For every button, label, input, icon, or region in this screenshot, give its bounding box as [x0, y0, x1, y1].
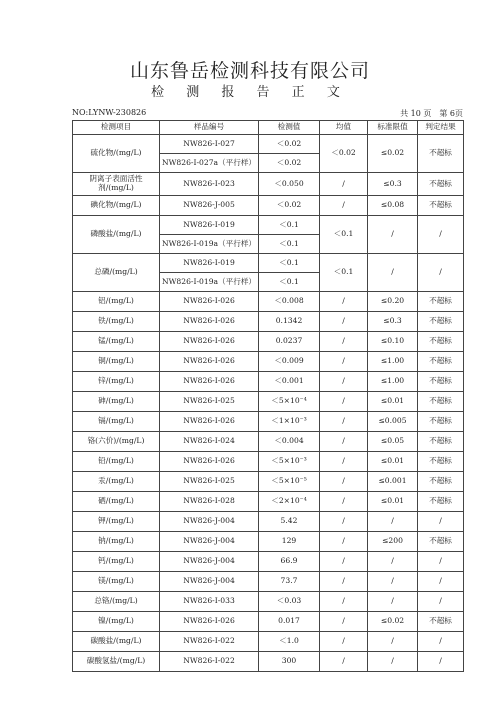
mean-cell: / — [320, 572, 368, 592]
sample-id-cell: NW826-I-019a（平行样） — [160, 273, 259, 292]
test-value-cell: 129 — [259, 532, 320, 552]
test-item-cell: 总铬/(mg/L) — [73, 592, 160, 612]
result-cell: 不超标 — [418, 472, 464, 492]
result-cell: / — [418, 216, 464, 254]
mean-cell: / — [320, 292, 368, 312]
sample-id-cell: NW826-I-023 — [160, 173, 259, 196]
result-cell: 不超标 — [418, 332, 464, 352]
mean-cell: / — [320, 452, 368, 472]
test-item-cell: 钙/(mg/L) — [73, 552, 160, 572]
table-row — [73, 392, 464, 412]
sample-id-cell: NW826-I-026 — [160, 332, 259, 352]
sample-id-cell: NW826-I-019 — [160, 216, 259, 235]
limit-cell: ≤0.20 — [368, 292, 418, 312]
mean-cell: ＜0.02 — [320, 135, 368, 173]
table-row — [73, 592, 464, 612]
mean-cell: / — [320, 432, 368, 452]
table-row — [73, 312, 464, 332]
total-pages: 共 10 页 — [400, 109, 432, 118]
limit-cell: ≤1.00 — [368, 372, 418, 392]
limit-cell: ≤0.02 — [368, 135, 418, 173]
table-row — [73, 135, 464, 154]
sample-id-cell: NW826-I-025 — [160, 392, 259, 412]
mean-cell: / — [320, 352, 368, 372]
result-cell: / — [418, 552, 464, 572]
test-value-cell: ＜0.1 — [259, 235, 320, 254]
test-value-cell: ＜0.1 — [259, 273, 320, 292]
sample-id-cell: NW826-I-022 — [160, 652, 259, 672]
test-value-cell: 0.1342 — [259, 312, 320, 332]
test-value-cell: ＜1×10⁻³ — [259, 412, 320, 432]
limit-cell: ≤0.08 — [368, 196, 418, 216]
test-item-cell: 铜/(mg/L) — [73, 352, 160, 372]
test-item-cell: 总磷/(mg/L) — [73, 254, 160, 292]
column-header: 检测项目 — [73, 121, 160, 135]
test-item-cell: 铁/(mg/L) — [73, 312, 160, 332]
limit-cell: ≤0.01 — [368, 452, 418, 472]
report-number: NO:LYNW-230826 — [72, 108, 147, 117]
mean-cell: / — [320, 532, 368, 552]
test-value-cell: 5.42 — [259, 512, 320, 532]
sample-id-cell: NW826-I-033 — [160, 592, 259, 612]
limit-cell: / — [368, 216, 418, 254]
result-cell: / — [418, 254, 464, 292]
test-value-cell: ＜0.001 — [259, 372, 320, 392]
current-page: 第 6页 — [439, 109, 463, 118]
mean-cell: ＜0.1 — [320, 216, 368, 254]
column-header: 检测值 — [259, 121, 320, 135]
result-cell: 不超标 — [418, 532, 464, 552]
test-value-cell: ＜0.1 — [259, 254, 320, 273]
result-cell: / — [418, 652, 464, 672]
mean-cell: / — [320, 592, 368, 612]
mean-cell: / — [320, 552, 368, 572]
table-row — [73, 572, 464, 592]
test-value-cell: ＜5×10⁻³ — [259, 452, 320, 472]
limit-cell: ≤0.001 — [368, 472, 418, 492]
mean-cell: / — [320, 652, 368, 672]
result-cell: / — [418, 592, 464, 612]
table-row — [73, 632, 464, 652]
result-cell: 不超标 — [418, 173, 464, 196]
sample-id-cell: NW826-I-022 — [160, 632, 259, 652]
result-cell: 不超标 — [418, 452, 464, 472]
test-value-cell: ＜0.009 — [259, 352, 320, 372]
limit-cell: ≤0.01 — [368, 392, 418, 412]
sample-id-cell: NW826-I-019 — [160, 254, 259, 273]
sample-id-cell: NW826-I-027a（平行样） — [160, 154, 259, 173]
mean-cell: / — [320, 196, 368, 216]
mean-cell: / — [320, 472, 368, 492]
mean-cell: / — [320, 173, 368, 196]
test-item-cell: 硒/(mg/L) — [73, 492, 160, 512]
test-value-cell: ＜2×10⁻⁴ — [259, 492, 320, 512]
mean-cell: / — [320, 492, 368, 512]
sample-id-cell: NW826-I-026 — [160, 292, 259, 312]
sample-id-cell: NW826-I-027 — [160, 135, 259, 154]
test-item-cell: 钠/(mg/L) — [73, 532, 160, 552]
sample-id-cell: NW826-I-025 — [160, 472, 259, 492]
test-item-cell: 铝/(mg/L) — [73, 292, 160, 312]
column-header: 样品编号 — [160, 121, 259, 135]
limit-cell: / — [368, 592, 418, 612]
test-value-cell: 73.7 — [259, 572, 320, 592]
test-item-cell: 磷酸盐/(mg/L) — [73, 216, 160, 254]
result-cell: / — [418, 632, 464, 652]
test-item-cell: 镉/(mg/L) — [73, 412, 160, 432]
sample-id-cell: NW826-I-026 — [160, 352, 259, 372]
table-row — [73, 372, 464, 392]
test-item-cell: 铅/(mg/L) — [73, 452, 160, 472]
column-header: 判定结果 — [418, 121, 464, 135]
test-item-cell: 碳酸氢盐/(mg/L) — [73, 652, 160, 672]
test-item-cell: 镁/(mg/L) — [73, 572, 160, 592]
sample-id-cell: NW826-I-028 — [160, 492, 259, 512]
sample-id-cell: NW826-J-004 — [160, 572, 259, 592]
column-header: 标准限值 — [368, 121, 418, 135]
table-row — [73, 532, 464, 552]
test-value-cell: 0.0237 — [259, 332, 320, 352]
result-cell: 不超标 — [418, 432, 464, 452]
sample-id-cell: NW826-I-026 — [160, 452, 259, 472]
result-cell: 不超标 — [418, 135, 464, 173]
test-value-cell: ＜0.02 — [259, 196, 320, 216]
limit-cell: / — [368, 552, 418, 572]
limit-cell: / — [368, 632, 418, 652]
test-item-cell: 碳酸盐/(mg/L) — [73, 632, 160, 652]
mean-cell: / — [320, 392, 368, 412]
limit-cell: ≤0.005 — [368, 412, 418, 432]
limit-cell: ≤0.02 — [368, 612, 418, 632]
table-row — [73, 254, 464, 273]
table-row — [73, 472, 464, 492]
table-row — [73, 352, 464, 372]
table-row — [73, 512, 464, 532]
sample-id-cell: NW826-I-026 — [160, 412, 259, 432]
sample-id-cell: NW826-I-019a（平行样） — [160, 235, 259, 254]
table-row — [73, 552, 464, 572]
limit-cell: / — [368, 652, 418, 672]
test-value-cell: ＜0.1 — [259, 216, 320, 235]
report-meta — [72, 108, 463, 120]
results-table — [72, 120, 464, 672]
test-value-cell: ＜0.008 — [259, 292, 320, 312]
limit-cell: ≤0.3 — [368, 173, 418, 196]
result-cell: 不超标 — [418, 196, 464, 216]
table-row — [73, 332, 464, 352]
mean-cell: / — [320, 372, 368, 392]
table-row — [73, 452, 464, 472]
mean-cell: / — [320, 512, 368, 532]
limit-cell: ≤0.10 — [368, 332, 418, 352]
table-row — [73, 612, 464, 632]
test-item-cell: 碘化物/(mg/L) — [73, 196, 160, 216]
test-value-cell: 0.017 — [259, 612, 320, 632]
test-item-cell: 钾/(mg/L) — [73, 512, 160, 532]
table-row — [73, 216, 464, 235]
table-row — [73, 292, 464, 312]
limit-cell: ≤1.00 — [368, 352, 418, 372]
sample-id-cell: NW826-J-004 — [160, 512, 259, 532]
sample-id-cell: NW826-J-005 — [160, 196, 259, 216]
report-title: 检 测 报 告 正 文 — [151, 85, 349, 100]
test-value-cell: 66.9 — [259, 552, 320, 572]
limit-cell: ≤0.01 — [368, 492, 418, 512]
test-item-cell: 镍/(mg/L) — [73, 612, 160, 632]
test-item-cell: 锌/(mg/L) — [73, 372, 160, 392]
test-value-cell: ＜5×10⁻⁵ — [259, 472, 320, 492]
mean-cell: / — [320, 412, 368, 432]
limit-cell: / — [368, 572, 418, 592]
test-item-cell: 阴离子表面活性剂/(mg/L) — [73, 173, 160, 196]
mean-cell: / — [320, 332, 368, 352]
test-value-cell: 300 — [259, 652, 320, 672]
table-row — [73, 196, 464, 216]
table-row — [73, 432, 464, 452]
result-cell: 不超标 — [418, 352, 464, 372]
result-cell: 不超标 — [418, 312, 464, 332]
sample-id-cell: NW826-I-026 — [160, 612, 259, 632]
table-row — [73, 492, 464, 512]
test-item-cell: 硫化物/(mg/L) — [73, 135, 160, 173]
test-value-cell: ＜0.050 — [259, 173, 320, 196]
sample-id-cell: NW826-J-004 — [160, 532, 259, 552]
result-cell: / — [418, 512, 464, 532]
table-row — [73, 652, 464, 672]
result-cell: / — [418, 572, 464, 592]
test-value-cell: ＜0.02 — [259, 135, 320, 154]
test-value-cell: ＜0.03 — [259, 592, 320, 612]
limit-cell: / — [368, 254, 418, 292]
table-header-row — [73, 121, 464, 135]
result-cell: 不超标 — [418, 492, 464, 512]
page-info — [392, 108, 463, 119]
limit-cell: ≤0.3 — [368, 312, 418, 332]
company-name: 山东鲁岳检测科技有限公司 — [129, 60, 370, 82]
mean-cell: / — [320, 612, 368, 632]
test-value-cell: ＜1.0 — [259, 632, 320, 652]
test-value-cell: ＜0.02 — [259, 154, 320, 173]
result-cell: 不超标 — [418, 392, 464, 412]
test-value-cell: ＜0.004 — [259, 432, 320, 452]
mean-cell: / — [320, 312, 368, 332]
sample-id-cell: NW826-I-024 — [160, 432, 259, 452]
table-row — [73, 173, 464, 196]
column-header: 均值 — [320, 121, 368, 135]
test-item-cell: 锰/(mg/L) — [73, 332, 160, 352]
mean-cell: ＜0.1 — [320, 254, 368, 292]
mean-cell: / — [320, 632, 368, 652]
result-cell: 不超标 — [418, 372, 464, 392]
sample-id-cell: NW826-I-026 — [160, 312, 259, 332]
limit-cell: / — [368, 512, 418, 532]
table-row — [73, 412, 464, 432]
sample-id-cell: NW826-I-026 — [160, 372, 259, 392]
test-value-cell: ＜5×10⁻⁴ — [259, 392, 320, 412]
sample-id-cell: NW826-J-004 — [160, 552, 259, 572]
limit-cell: ≤0.05 — [368, 432, 418, 452]
limit-cell: ≤200 — [368, 532, 418, 552]
result-cell: 不超标 — [418, 292, 464, 312]
table-body — [73, 135, 464, 672]
result-cell: 不超标 — [418, 412, 464, 432]
test-item-cell: 砷/(mg/L) — [73, 392, 160, 412]
test-item-cell: 汞/(mg/L) — [73, 472, 160, 492]
test-item-cell: 铬(六价)/(mg/L) — [73, 432, 160, 452]
result-cell: 不超标 — [418, 612, 464, 632]
